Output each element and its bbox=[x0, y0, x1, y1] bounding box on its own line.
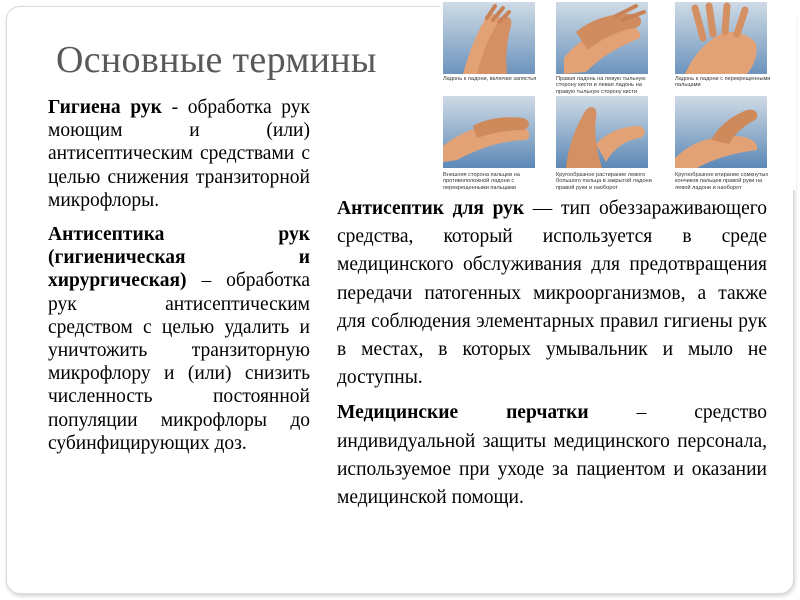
thumb-rub-icon bbox=[556, 96, 648, 168]
definition-hand-antiseptic bbox=[337, 195, 767, 392]
right-text-column bbox=[337, 195, 767, 519]
term-hand-hygiene: Гигиена рук bbox=[48, 97, 162, 118]
left-text-column bbox=[48, 96, 310, 466]
definition-hand-antisepsis bbox=[48, 223, 310, 455]
photo-caption: Кругообразное растирание левого большого пальца в закрытой ладони правой руки и наоборот bbox=[556, 172, 652, 191]
palm-over-back-icon bbox=[556, 2, 648, 74]
definition-text: – обработка рук антисептическим средством с целью удалить и уничтожить транзиторную микрофлору и (или) снизить численность постоянной популяции микрофлоры до субинфицирующих доз. bbox=[48, 270, 310, 454]
definition-text: - обработка рук моющим и (или) антисептическим средствами с целью снижения транзиторной микрофлоры. bbox=[48, 97, 310, 211]
term-hand-antisepsis: Антисептика рук (гигиеническая и хирургическая) bbox=[48, 224, 310, 292]
definition-text: – средство индивидуальной защиты медицинского персонала, используемое при уходе за пациентом и оказании медицинской помощи. bbox=[337, 402, 767, 509]
handwash-photo-grid bbox=[440, 0, 796, 190]
palm-to-palm-icon bbox=[443, 2, 535, 74]
definition-hand-hygiene bbox=[48, 96, 310, 212]
definition-text: — тип обеззараживающего средства, который используется в среде медицинского обслуживания для предотвращения передачи патогенных микроорганизмов, а также для соблюдения элементарных правил гигиены рук в местах, в которых умывальник и мыло не доступны. bbox=[337, 198, 767, 389]
definition-medical-gloves bbox=[337, 399, 767, 512]
photo-caption: Ладонь к ладони, включая запястья bbox=[443, 76, 537, 82]
fingertips-rub-icon bbox=[675, 96, 767, 168]
slide-title: Основные термины bbox=[56, 39, 377, 81]
photo-caption: Правая ладонь на левую тыльную сторону кисти и левая ладонь на правую тыльную сторону кисти bbox=[556, 76, 646, 95]
fingers-backs-icon bbox=[443, 96, 535, 168]
interlaced-fingers-icon bbox=[675, 2, 767, 74]
term-hand-antiseptic: Антисептик для рук bbox=[337, 198, 525, 219]
photo-caption: Внешняя сторона пальцев на противоположной ладони с перекрещенными пальцами bbox=[443, 172, 520, 191]
photo-caption: Ладонь к ладони с перекрещенными пальцами bbox=[675, 76, 771, 89]
term-medical-gloves: Медицинские перчатки bbox=[337, 402, 589, 424]
photo-caption: Кругообразное втирание сомкнутых кончиков пальцев правой руки на левой ладони и наоборот bbox=[675, 172, 769, 191]
